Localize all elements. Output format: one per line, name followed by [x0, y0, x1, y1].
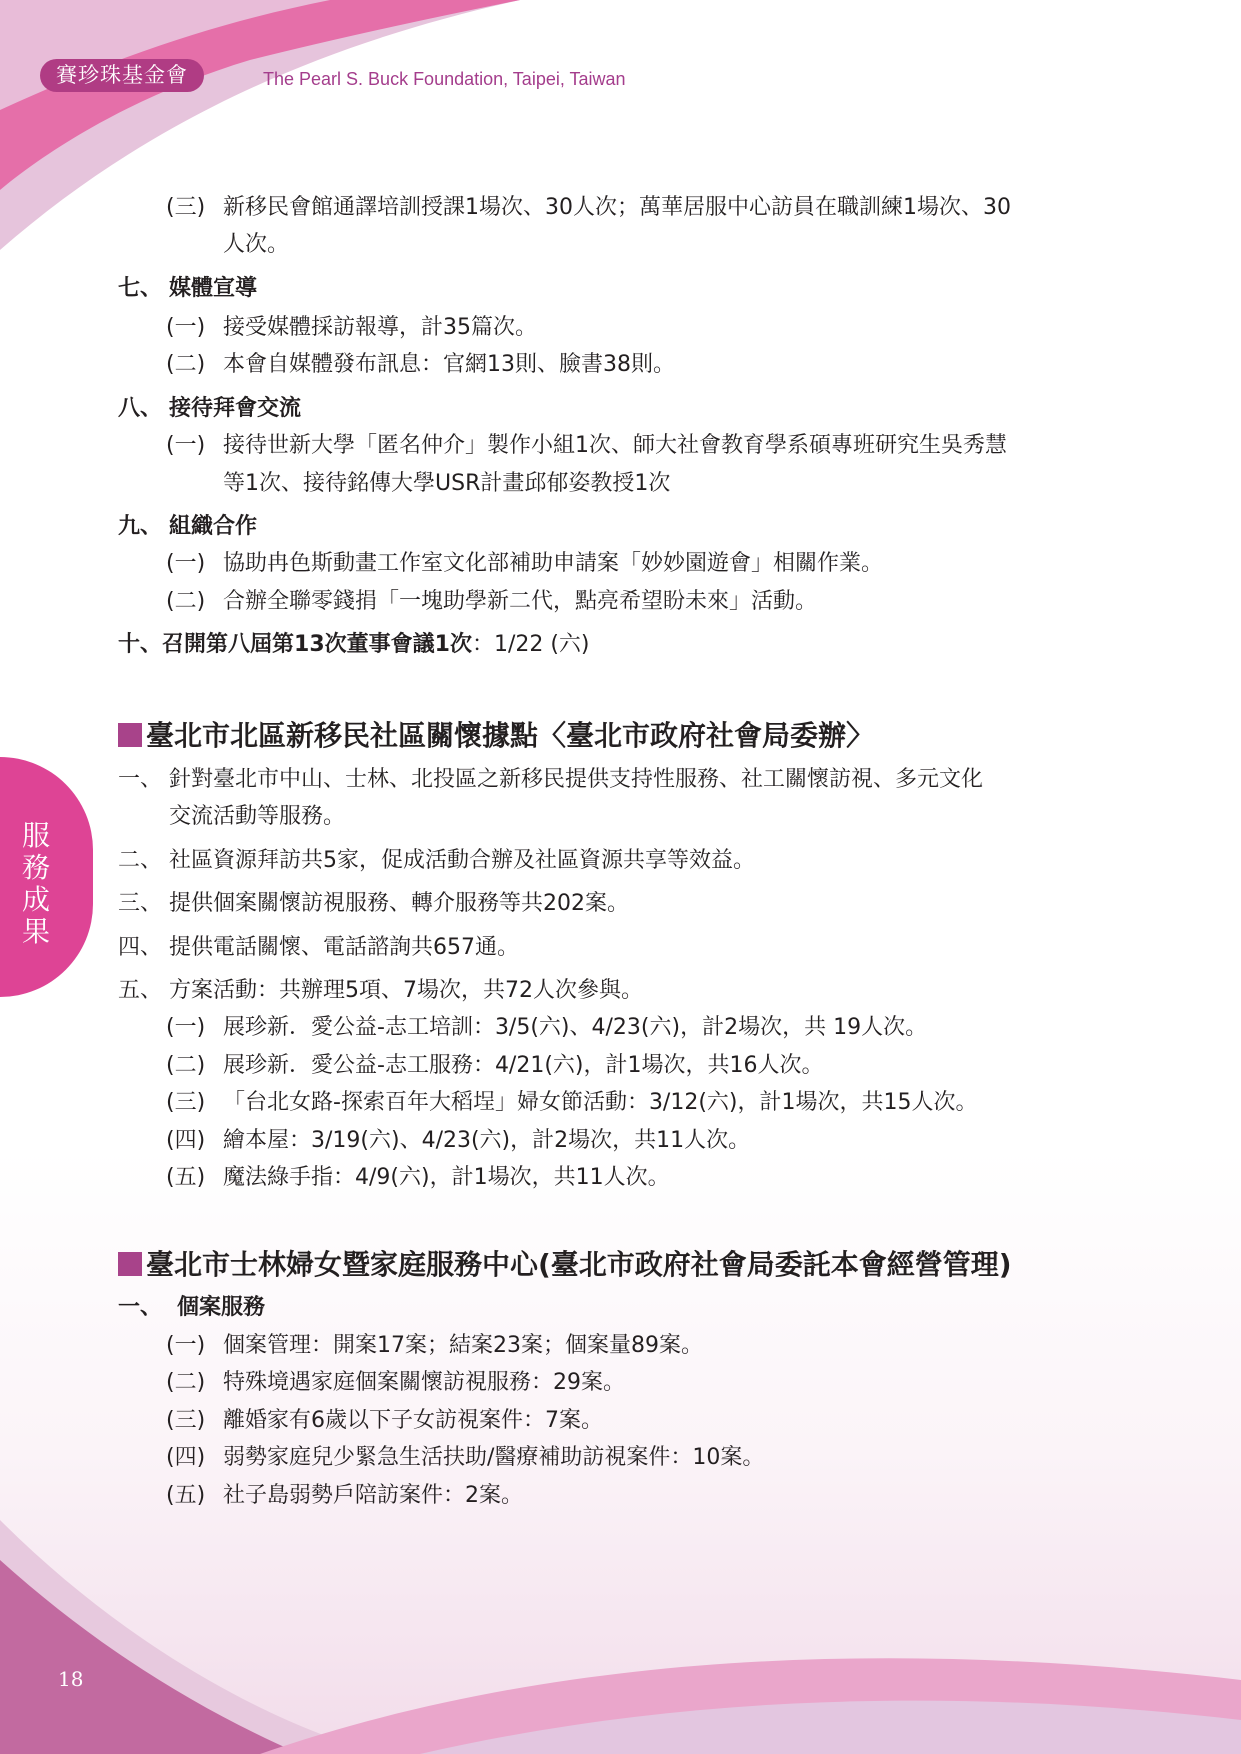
item-number: (三): [166, 1090, 206, 1115]
item-text: 社子島弱勢戶陪訪案件：2案。: [223, 1483, 523, 1508]
item-text: 離婚家有6歲以下子女訪視案件：7案。: [223, 1408, 603, 1433]
org-english-name: The Pearl S. Buck Foundation, Taipei, Taiwan: [263, 69, 626, 89]
item-text: 接受媒體採訪報導，計35篇次。: [223, 315, 537, 340]
item-text: 針對臺北市中山、士林、北投區之新移民提供支持性服務、社工關懷訪視、多元文化: [169, 767, 984, 792]
item-text-continued: 交流活動等服務。: [169, 804, 346, 829]
item-text: 提供電話關懷、電話諮詢共657通。: [169, 935, 519, 960]
heading-square-icon: [118, 1252, 142, 1276]
heading-square-icon: [118, 723, 142, 747]
section-heading: [118, 1245, 1012, 1285]
item-number: (二): [166, 589, 206, 614]
item-number: (一): [166, 551, 206, 576]
item-number: 四、: [118, 935, 163, 960]
item-text: 弱勢家庭兒少緊急生活扶助/醫療補助訪視案件：10案。: [223, 1445, 765, 1470]
item-number: (四): [166, 1445, 206, 1470]
section-title: 組織合作: [169, 514, 258, 539]
item-number: (一): [166, 433, 206, 458]
heading-text: 臺北市北區新移民社區關懷據點〈臺北市政府社會局委辦〉: [146, 719, 875, 752]
item-text: 個案管理：開案17案；結案23案；個案量89案。: [223, 1333, 703, 1358]
item-number: 一、: [118, 1295, 163, 1320]
item-text: 展珍新．愛公益-志工服務：4/21(六)，計1場次，共16人次。: [223, 1053, 824, 1078]
section-title: 個案服務: [177, 1295, 266, 1320]
item-number: (二): [166, 1053, 206, 1078]
section-number: 十、: [118, 632, 163, 657]
section-heading: [118, 716, 874, 756]
item-number: 一、: [118, 767, 163, 792]
heading-text: 臺北市士林婦女暨家庭服務中心(臺北市政府社會局委託本會經營管理): [146, 1248, 1012, 1281]
item-text: 方案活動：共辦理5項、7場次，共72人次參與。: [169, 978, 643, 1003]
item-number: (五): [166, 1483, 206, 1508]
item-text: 繪本屋：3/19(六)、4/23(六)，計2場次，共11人次。: [223, 1128, 751, 1153]
item-text: 提供個案關懷訪視服務、轉介服務等共202案。: [169, 891, 629, 916]
item-text-continued: 等1次、接待銘傳大學USR計畫邱郁姿教授1次: [223, 471, 671, 496]
item-number: (二): [166, 352, 206, 377]
item-text: 本會自媒體發布訊息：官網13則、臉書38則。: [223, 352, 675, 377]
section-title: 召開第八屆第13次董事會議1次: [162, 632, 472, 657]
item-number: 二、: [118, 848, 163, 873]
item-number: (二): [166, 1370, 206, 1395]
side-tab-label: 服務成果: [21, 819, 50, 948]
item-text: 展珍新．愛公益-志工培訓：3/5(六)、4/23(六)，計2場次，共 19人次。: [223, 1015, 928, 1040]
item-text: 接待世新大學「匿名仲介」製作小組1次、師大社會教育學系碩專班研究生吳秀慧: [223, 433, 1007, 458]
org-badge: 賽珍珠基金會: [40, 59, 204, 92]
item-number: (四): [166, 1128, 206, 1153]
page-number: 18: [58, 1667, 84, 1691]
section-number: 九、: [118, 514, 163, 539]
section-number: 七、: [118, 276, 163, 301]
item-text: 新移民會館通譯培訓授課1場次、30人次；萬華居服中心訪員在職訓練1場次、30: [223, 195, 1011, 220]
item-text: 社區資源拜訪共5家，促成活動合辦及社區資源共享等效益。: [169, 848, 755, 873]
item-text: 「台北女路-探索百年大稻埕」婦女節活動：3/12(六)，計1場次，共15人次。: [223, 1090, 978, 1115]
item-number: 三、: [118, 891, 163, 916]
item-number: (五): [166, 1165, 206, 1190]
section-10: [118, 629, 590, 661]
item-text: 特殊境遇家庭個案關懷訪視服務：29案。: [223, 1370, 625, 1395]
item-text: 魔法綠手指：4/9(六)，計1場次，共11人次。: [223, 1165, 670, 1190]
section-detail: ：1/22 (六): [471, 632, 590, 657]
item-text: 合辦全聯零錢捐「一塊助學新二代，點亮希望盼未來」活動。: [223, 589, 818, 614]
item-number: (三): [166, 1408, 206, 1433]
section-title: 接待拜會交流: [169, 396, 302, 421]
section-number: 八、: [118, 396, 163, 421]
item-text: 協助冉色斯動畫工作室文化部補助申請案「妙妙園遊會」相關作業。: [223, 551, 884, 576]
item-text-continued: 人次。: [223, 232, 290, 257]
item-number: (一): [166, 1015, 206, 1040]
section-title: 媒體宣導: [169, 276, 258, 301]
item-number: (一): [166, 315, 206, 340]
item-number: (一): [166, 1333, 206, 1358]
item-number: (三): [166, 195, 206, 220]
item-number: 五、: [118, 978, 163, 1003]
